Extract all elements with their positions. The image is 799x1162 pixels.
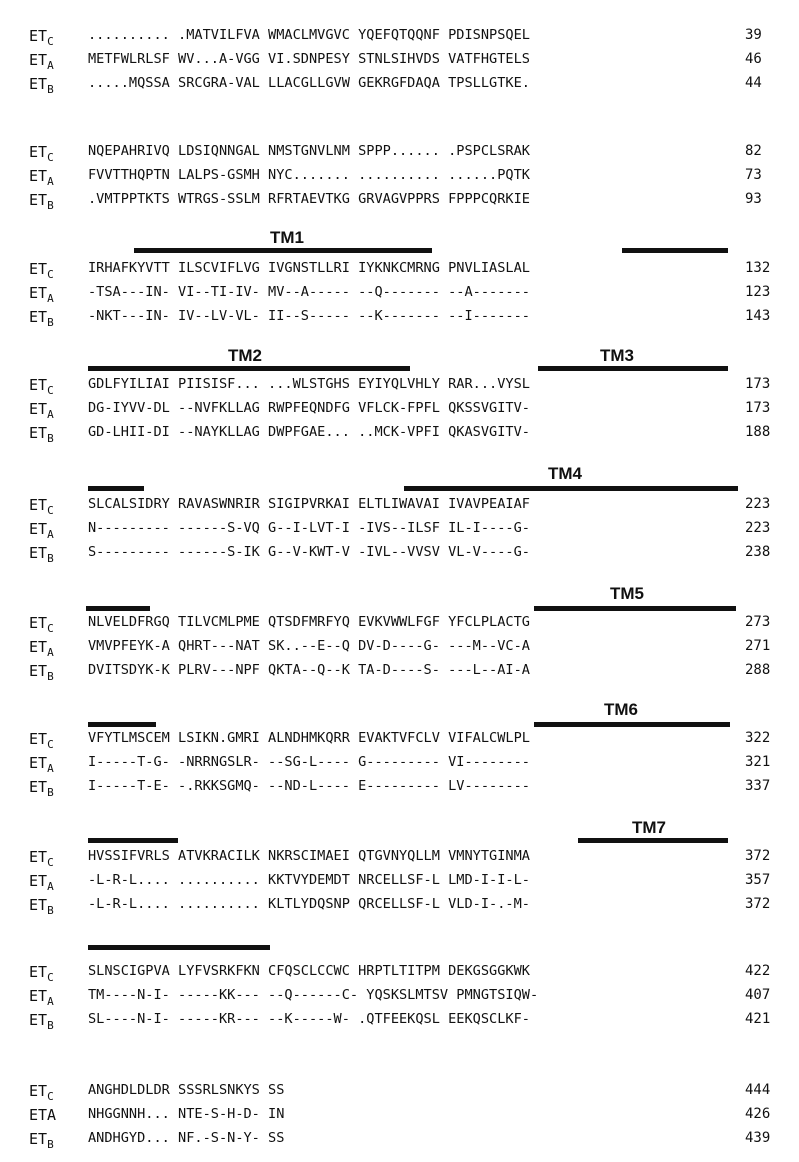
residue-number: 173	[745, 376, 771, 392]
alignment-row-etc	[0, 612, 799, 636]
alignment-row-etc	[0, 141, 799, 165]
sequence-residues: I-----T-G- -NRRNGSLR- --SG-L---- G--------- VI--------	[88, 754, 530, 770]
alignment-row-etc	[0, 846, 799, 870]
tm3-label: TM3	[600, 346, 634, 365]
tm7-bar	[578, 838, 728, 843]
alignment-row-etc	[0, 25, 799, 49]
residue-number: 46	[745, 51, 762, 67]
residue-number: 223	[745, 520, 771, 536]
alignment-row-eta	[0, 518, 799, 542]
sequence-residues: FVVTTHQPTN LALPS-GSMH NYC....... .......... ......PQTK	[88, 167, 530, 183]
sequence-residues: I-----T-E- -.RKKSGMQ- --ND-L---- E--------- LV--------	[88, 778, 530, 794]
sequence-residues: ANGHDLDLDR SSSRLSNKYS SS	[88, 1082, 285, 1098]
alignment-row-etb	[0, 1128, 799, 1152]
alignment-row-etc	[0, 374, 799, 398]
residue-number: 143	[745, 308, 771, 324]
sequence-residues: VFYTLMSCEM LSIKN.GMRI ALNDHMKQRR EVAKTVFCLV VIFALCWLPL	[88, 730, 530, 746]
sequence-name: $ET_B$	[29, 424, 54, 445]
tm4-bar-end	[86, 606, 150, 611]
alignment-row-eta	[0, 985, 799, 1009]
alignment-row-etb	[0, 73, 799, 97]
residue-number: 372	[745, 848, 771, 864]
sequence-residues: NLVELDFRGQ TILVCMLPME QTSDFMRFYQ EVKVWWLFGF YFCLPLACTG	[88, 614, 530, 630]
residue-number: 73	[745, 167, 762, 183]
sequence-name: $ET_A$	[29, 872, 54, 893]
tm6-label: TM6	[604, 700, 638, 719]
sequence-name: $ET_B$	[29, 778, 54, 799]
tm2-label: TM2	[228, 346, 262, 365]
alignment-row-etc	[0, 1080, 799, 1104]
sequence-name: $ET_B$	[29, 896, 54, 917]
sequence-name: $ET_C$	[29, 730, 54, 751]
sequence-residues: N--------- ------S-VQ G--I-LVT-I -IVS--ILSF IL-I----G-	[88, 520, 530, 536]
alignment-row-etb	[0, 422, 799, 446]
alignment-row-etb	[0, 306, 799, 330]
alignment-row-eta	[0, 398, 799, 422]
residue-number: 372	[745, 896, 771, 912]
sequence-residues: SL----N-I- -----KR--- --K-----W- .QTFEEKQSL EEKQSCLKF-	[88, 1011, 530, 1027]
alignment-row-etc	[0, 494, 799, 518]
tm4-label: TM4	[548, 464, 582, 483]
residue-number: 421	[745, 1011, 771, 1027]
sequence-name: $ET_A$	[29, 167, 54, 188]
alignment-row-etc	[0, 728, 799, 752]
alignment-row-etb	[0, 894, 799, 918]
sequence-name: $ET_C$	[29, 1082, 54, 1103]
residue-number: 273	[745, 614, 771, 630]
sequence-name: $ET_B$	[29, 662, 54, 683]
tm3-bar-end	[88, 486, 144, 491]
tm7-bar-end	[88, 945, 270, 950]
sequence-residues: .VMTPPTKTS WTRGS-SSLM RFRTAEVTKG GRVAGVPPRS FPPPCQRKIE	[88, 191, 530, 207]
sequence-name: $ET_C$	[29, 376, 54, 397]
residue-number: 82	[745, 143, 762, 159]
sequence-residues: METFWLRLSF WV...A-VGG VI.SDNPESY STNLSIHVDS VATFHGTELS	[88, 51, 530, 67]
alignment-row-etc	[0, 961, 799, 985]
sequence-residues: HVSSIFVRLS ATVKRACILK NKRSCIMAEI QTGVNYQLLM VMNYTGINMA	[88, 848, 530, 864]
sequence-name: $ET_C$	[29, 27, 54, 48]
tm4-bar	[404, 486, 738, 491]
residue-number: 407	[745, 987, 771, 1003]
alignment-row-etb	[0, 189, 799, 213]
sequence-name: $ET_A$	[29, 754, 54, 775]
residue-number: 39	[745, 27, 762, 43]
sequence-residues: DVITSDYK-K PLRV---NPF QKTA--Q--K TA-D----S- ---L--AI-A	[88, 662, 530, 678]
sequence-name: $ET_B$	[29, 75, 54, 96]
residue-number: 444	[745, 1082, 771, 1098]
tm5-bar	[534, 606, 736, 611]
sequence-name: ETA	[29, 1106, 57, 1124]
sequence-residues: NHGGNNH... NTE-S-H-D- IN	[88, 1106, 285, 1122]
residue-number: 188	[745, 424, 771, 440]
residue-number: 322	[745, 730, 771, 746]
residue-number: 422	[745, 963, 771, 979]
sequence-residues: -L-R-L.... .......... KKTVYDEMDT NRCELLSF-L LMD-I-I-L-	[88, 872, 530, 888]
residue-number: 123	[745, 284, 771, 300]
alignment-row-eta	[0, 752, 799, 776]
sequence-residues: -L-R-L.... .......... KLTLYDQSNP QRCELLSF-L VLD-I-.-M-	[88, 896, 530, 912]
tm2-bar-start	[622, 248, 728, 253]
sequence-residues: NQEPAHRIVQ LDSIQNNGAL NMSTGNVLNM SPPP...... .PSPCLSRAK	[88, 143, 530, 159]
sequence-residues: SLCALSIDRY RAVASWNRIR SIGIPVRKAI ELTLIWAVAI IVAVPEAIAF	[88, 496, 530, 512]
residue-number: 93	[745, 191, 762, 207]
sequence-residues: .......... .MATVILFVA WMACLMVGVC YQEFQTQQNF PDISNPSQEL	[88, 27, 530, 43]
residue-number: 173	[745, 400, 771, 416]
tm1-bar	[134, 248, 432, 253]
sequence-name: $ET_C$	[29, 496, 54, 517]
sequence-name: $ET_A$	[29, 51, 54, 72]
sequence-residues: VMVPFEYK-A QHRT---NAT SK..--E--Q DV-D----G- ---M--VC-A	[88, 638, 530, 654]
alignment-row-etb	[0, 776, 799, 800]
residue-number: 321	[745, 754, 771, 770]
sequence-name: $ET_C$	[29, 963, 54, 984]
tm2-bar	[88, 366, 410, 371]
alignment-row-etc	[0, 258, 799, 282]
sequence-name: $ET_B$	[29, 308, 54, 329]
sequence-residues: DG-IYVV-DL --NVFKLLAG RWPFEQNDFG VFLCK-FPFL QKSSVGITV-	[88, 400, 530, 416]
sequence-name: $ET_A$	[29, 520, 54, 541]
sequence-name: $ET_C$	[29, 614, 54, 635]
alignment-row-eta	[0, 636, 799, 660]
sequence-name: $ET_A$	[29, 400, 54, 421]
alignment-row-eta	[0, 1104, 799, 1128]
sequence-residues: ANDHGYD... NF.-S-N-Y- SS	[88, 1130, 285, 1146]
sequence-name: $ET_B$	[29, 191, 54, 212]
tm1-label: TM1	[270, 228, 304, 247]
alignment-row-etb	[0, 1009, 799, 1033]
residue-number: 288	[745, 662, 771, 678]
sequence-residues: .....MQSSA SRCGRA-VAL LLACGLLGVW GEKRGFDAQA TPSLLGTKE.	[88, 75, 530, 91]
sequence-residues: -NKT---IN- IV--LV-VL- II--S----- --K------- --I-------	[88, 308, 530, 324]
sequence-name: $ET_C$	[29, 143, 54, 164]
residue-number: 337	[745, 778, 771, 794]
sequence-residues: GD-LHII-DI --NAYKLLAG DWPFGAE... ..MCK-VPFI QKASVGITV-	[88, 424, 530, 440]
sequence-residues: IRHAFKYVTT ILSCVIFLVG IVGNSTLLRI IYKNKCMRNG PNVLIASLAL	[88, 260, 530, 276]
sequence-name: $ET_B$	[29, 1011, 54, 1032]
sequence-residues: -TSA---IN- VI--TI-IV- MV--A----- --Q------- --A-------	[88, 284, 530, 300]
residue-number: 357	[745, 872, 771, 888]
alignment-row-etb	[0, 542, 799, 566]
sequence-residues: SLNSCIGPVA LYFVSRKFKN CFQSCLCCWC HRPTLTITPM DEKGSGGKWK	[88, 963, 530, 979]
alignment-row-etb	[0, 660, 799, 684]
tm3-bar	[538, 366, 728, 371]
sequence-name: $ET_A$	[29, 638, 54, 659]
sequence-residues: GDLFYILIAI PIISISF... ...WLSTGHS EYIYQLVHLY RAR...VYSL	[88, 376, 530, 392]
sequence-residues: S--------- ------S-IK G--V-KWT-V -IVL--VVSV VL-V----G-	[88, 544, 530, 560]
tm5-bar-end	[88, 722, 156, 727]
alignment-row-eta	[0, 165, 799, 189]
residue-number: 44	[745, 75, 762, 91]
residue-number: 132	[745, 260, 771, 276]
tm6-bar	[534, 722, 730, 727]
tm7-label: TM7	[632, 818, 666, 837]
alignment-row-eta	[0, 870, 799, 894]
residue-number: 439	[745, 1130, 771, 1146]
residue-number: 426	[745, 1106, 771, 1122]
sequence-name: $ET_A$	[29, 987, 54, 1008]
sequence-name: $ET_C$	[29, 848, 54, 869]
alignment-row-eta	[0, 282, 799, 306]
sequence-name: $ET_B$	[29, 1130, 54, 1151]
sequence-name: $ET_B$	[29, 544, 54, 565]
sequence-name: $ET_C$	[29, 260, 54, 281]
residue-number: 238	[745, 544, 771, 560]
residue-number: 223	[745, 496, 771, 512]
sequence-name: $ET_A$	[29, 284, 54, 305]
residue-number: 271	[745, 638, 771, 654]
alignment-row-eta	[0, 49, 799, 73]
tm5-label: TM5	[610, 584, 644, 603]
tm6-bar-end	[88, 838, 178, 843]
sequence-residues: TM----N-I- -----KK--- --Q------C- YQSKSLMTSV PMNGTSIQW-	[88, 987, 539, 1003]
